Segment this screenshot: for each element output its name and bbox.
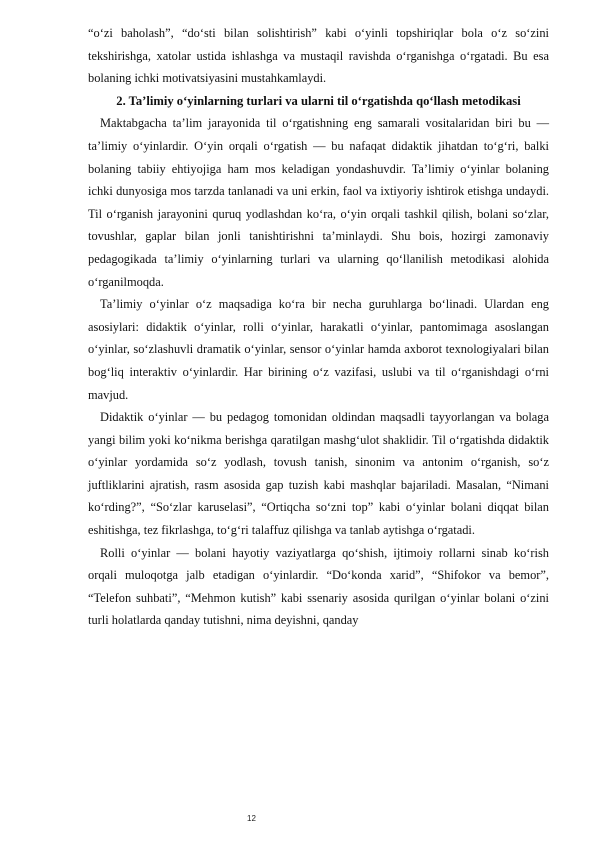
document-page xyxy=(88,22,549,632)
section-heading: 2. Ta’limiy o‘yinlarning turlari va ularni til o‘rgatishda qo‘llash metodikasi xyxy=(116,93,521,108)
body-paragraph: Maktabgacha ta’lim jarayonida til o‘rgatishning eng samarali vositalaridan biri bu — ta’limiy o‘yinlardir. O‘yin orqali o‘rgatish — bu nafaqat didaktik jihatdan to‘g‘ri, balki bolaning tabiiy ehtiyojiga ham mos keladigan yondashuvdir. Ta’limiy o‘yinlar bolaning ichki dunyosiga mos tarzda tanlanadi va uni erkin, faol va ixtiyoriy ishtirok etishga undaydi. Til o‘rganish jarayonini quruq yodlashdan ko‘ra, o‘yin orqali tashkil qilish, bolani so‘zlar, tovushlar, gaplar bilan jonli tanishtirishni ta’minlaydi. Shu bois, hozirgi zamonaviy pedagogikada ta’limiy o‘yinlarning turlari va ularning qo‘llanilish metodikasi alohida o‘rganilmoqda. xyxy=(88,116,549,289)
page-number: 12 xyxy=(247,814,256,823)
body-paragraph: Rolli o‘yinlar — bolani hayotiy vaziyatlarga qo‘shish, ijtimoiy rollarni sinab ko‘rish orqali muloqotga jalb etadigan o‘yinlardir. “Do‘konda xarid”, “Shifokor va bemor”, “Telefon suhbati”, “Mehmon kutish” kabi ssenariy asosida qurilgan o‘yinlar bolani o‘zini turli holatlarda qanday tutishni, nima deyishni, qanday xyxy=(88,545,549,628)
body-paragraph: Ta’limiy o‘yinlar o‘z maqsadiga ko‘ra bir necha guruhlarga bo‘linadi. Ulardan eng asosiylari: didaktik o‘yinlar, rolli o‘yinlar, harakatli o‘yinlar, pantomimaga asoslangan o‘yinlar, so‘zlashuvli dramatik o‘yinlar, sensor o‘yinlar hamda axborot texnologiyalari bilan bog‘liq interaktiv o‘yinlardir. Har birining o‘z vazifasi, uslubi va til o‘rganishdagi o‘rni mavjud. xyxy=(88,297,549,402)
body-paragraph: Didaktik o‘yinlar — bu pedagog tomonidan oldindan maqsadli tayyorlangan va bolaga yangi bilim yoki ko‘nikma berishga qaratilgan mashg‘ulot shaklidir. Til o‘rgatishda didaktik o‘yinlar yordamida so‘z yodlash, tovush tanish, sinonim va antonim o‘rganish, so‘z juftliklarini ajratish, rasm asosida gap tuzish kabi mashqlar bajariladi. Masalan, “Nimani ko‘rding?”, “So‘zlar karuselasi”, “Ortiqcha so‘zni top” kabi o‘yinlar bolani diqqat bilan eshitishga, tez fikrlashga, to‘g‘ri talaffuz qilishga va tanlab aytishga o‘rgatadi. xyxy=(88,410,549,538)
intro-paragraph: “o‘zi baholash”, “do‘sti bilan solishtirish” kabi o‘yinli topshiriqlar bola o‘z so‘zini tekshirishga, xatolar ustida ishlashga va mustaqil ravishda o‘rganishga o‘rgatadi. Bu esa bolaning ichki motivatsiyasini mustahkamlaydi. xyxy=(88,26,549,86)
